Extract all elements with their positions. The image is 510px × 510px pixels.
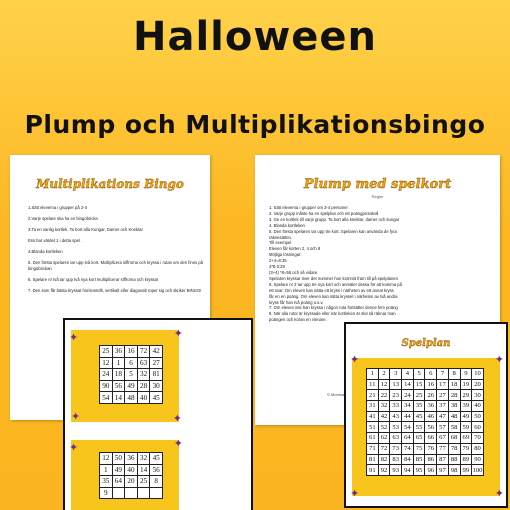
grid-cell: 27 — [150, 357, 163, 369]
grid-cell: 16 — [425, 379, 437, 390]
grid-cell: 24 — [402, 390, 414, 401]
grid-cell: 32 — [378, 401, 390, 412]
grid-cell: 82 — [378, 454, 390, 465]
grid-cell: 75 — [413, 443, 425, 454]
rule-line: 2. Varje grupp måste ha en spelplan och ett poängprotokoll — [269, 210, 379, 216]
spelplan-board — [350, 353, 504, 500]
grid-cell: 74 — [402, 443, 414, 454]
grid-cell: 76 — [425, 443, 437, 454]
grid-cell: 57 — [437, 422, 449, 433]
grid-cell: 49 — [112, 464, 125, 476]
grid-cell: 4 — [402, 369, 414, 380]
grid-cell: 62 — [378, 433, 390, 444]
grid-cell: 14 — [402, 379, 414, 390]
grid-cell: 47 — [437, 411, 449, 422]
grid-row — [100, 476, 163, 488]
grid-cell: 40 — [137, 392, 150, 404]
grid-cell: 30 — [472, 390, 484, 401]
grid-cell: 32 — [137, 453, 150, 465]
grid-cell: 45 — [413, 411, 425, 422]
grid-row — [367, 465, 484, 476]
rule-line: 4. Blanda kortleken — [269, 222, 305, 228]
grid-cell: 17 — [437, 379, 449, 390]
grid-cell: 16 — [125, 346, 138, 358]
grid-cell: 72 — [378, 443, 390, 454]
grid-cell: 51 — [367, 422, 379, 433]
grid-row — [367, 379, 484, 390]
rule-line: (3+4) *8=56 och så vidare — [269, 269, 318, 275]
grid-cell — [137, 487, 150, 499]
bingo-card-1 — [69, 327, 183, 425]
bat-icon: ✦ — [69, 441, 79, 454]
grid-cell: 36 — [425, 401, 437, 412]
plump-sheet-heading: Plump med spelkort — [303, 177, 452, 192]
grid-cell: 33 — [390, 401, 402, 412]
grid-cell: 63 — [137, 357, 150, 369]
grid-cell: 26 — [425, 390, 437, 401]
grid-cell: 94 — [402, 465, 414, 476]
bat-icon: ✦ — [494, 487, 504, 500]
rule-line: Till exempel — [269, 240, 292, 246]
grid-cell: 12 — [100, 357, 113, 369]
plump-rules-list — [269, 205, 494, 323]
bat-icon: ✦ — [350, 487, 360, 500]
bat-icon: ✦ — [173, 437, 183, 450]
grid-cell: 40 — [125, 464, 138, 476]
grid-cell: 34 — [402, 401, 414, 412]
grid-cell: 83 — [390, 454, 402, 465]
grid-cell: 5 — [125, 369, 138, 381]
grid-row — [100, 487, 163, 499]
grid-cell: 24 — [100, 369, 113, 381]
grid-cell: 65 — [413, 433, 425, 444]
rule-line: 4*8-3:29 — [269, 264, 285, 270]
grid-cell: 9 — [460, 369, 472, 380]
grid-cell: 22 — [378, 390, 390, 401]
grid-row — [367, 433, 484, 444]
grid-cell: 36 — [125, 453, 138, 465]
grid-cell: 56 — [112, 380, 125, 392]
grid-cell: 14 — [112, 392, 125, 404]
grid-cell: 63 — [390, 433, 402, 444]
plump-sheet-subheading: Regler — [371, 194, 384, 199]
grid-cell: 1 — [367, 369, 379, 380]
grid-cell: 64 — [112, 476, 125, 488]
rule-line: får en en poäng. Om eleven kan sätta krysset i närheten av två andra — [269, 293, 398, 299]
grid-cell: 6 — [125, 357, 138, 369]
rule-line: räknesätten. — [269, 234, 293, 240]
grid-cell: 73 — [390, 443, 402, 454]
grid-row — [367, 401, 484, 412]
grid-cell: 28 — [137, 380, 150, 392]
grid-cell: 77 — [437, 443, 449, 454]
grid-cell: 29 — [460, 390, 472, 401]
grid-cell: 8 — [448, 369, 460, 380]
grid-cell — [125, 487, 138, 499]
grid-cell: 14 — [137, 464, 150, 476]
rule-line: poängen och koran en vinnare. — [269, 317, 327, 323]
grid-cell: 50 — [112, 453, 125, 465]
grid-row — [367, 443, 484, 454]
bat-icon: ✦ — [173, 327, 183, 340]
grid-cell — [150, 487, 163, 499]
spelplan-sheet — [344, 322, 508, 508]
grid-cell: 8 — [150, 476, 163, 488]
grid-cell: 81 — [150, 369, 163, 381]
grid-cell — [112, 487, 125, 499]
bingo-card-1-grid — [99, 345, 163, 404]
rule-line: Möjliga lösningar: — [269, 252, 302, 258]
grid-row — [100, 357, 163, 369]
grid-cell: 59 — [460, 422, 472, 433]
grid-cell: 19 — [460, 379, 472, 390]
grid-row — [100, 369, 163, 381]
grid-cell: 6 — [425, 369, 437, 380]
grid-cell: 68 — [448, 433, 460, 444]
bingo-sheet-heading: Multiplikations Bingo — [36, 177, 184, 191]
rule-line: 5. Den första spelaren tar upp tre kort. Spelaren kan använda de fyra — [269, 228, 397, 234]
bat-icon: ✦ — [69, 331, 79, 344]
rule-line: 1. Sätt eleverna i grupper om 3-4 personer — [269, 205, 348, 210]
grid-cell: 49 — [125, 380, 138, 392]
bat-icon: ✦ — [494, 353, 504, 366]
rule-line: Ess har värdet 1 i detta spel . — [28, 238, 83, 243]
grid-cell: 49 — [460, 411, 472, 422]
bingo-rules-list — [28, 205, 203, 299]
grid-row — [100, 453, 163, 465]
grid-cell: 80 — [472, 443, 484, 454]
grid-cell: 35 — [100, 476, 113, 488]
grid-cell: 36 — [112, 346, 125, 358]
grid-cell: 81 — [367, 454, 379, 465]
grid-cell: 50 — [472, 411, 484, 422]
rule-line: Spelaren kryssar över det nummer hon kommit fram till på spelplanen — [269, 275, 398, 281]
grid-cell: 53 — [390, 422, 402, 433]
grid-cell: 20 — [125, 476, 138, 488]
grid-cell: 12 — [378, 379, 390, 390]
grid-row — [367, 422, 484, 433]
rule-line: 3. Ge en kortlek till varje grupp. Ta bort alla knektar, damer och kungar — [269, 216, 400, 222]
grid-cell: 54 — [100, 392, 113, 404]
rule-line: 5. Den första spelaren tar upp två kort. Multiplicera siffrorna och kryssa i rutan om den finns på bingobrickan — [28, 260, 203, 271]
grid-cell: 21 — [367, 390, 379, 401]
grid-cell: 69 — [460, 433, 472, 444]
grid-cell: 45 — [150, 392, 163, 404]
grid-cell: 72 — [137, 346, 150, 358]
spelplan-grid — [366, 368, 484, 476]
rule-line: 2.Varje spelare ska ha en bingobricka — [28, 216, 98, 221]
grid-cell: 84 — [402, 454, 414, 465]
rule-line: ett svar. Om eleven kan sätta ett kryss i närheten av ett annat kryss — [269, 287, 394, 293]
grid-cell: 46 — [425, 411, 437, 422]
grid-cell: 39 — [460, 401, 472, 412]
grid-cell: 18 — [448, 379, 460, 390]
rule-line: Eleven får korten 2, 4 och 8 — [269, 246, 321, 252]
grid-cell: 12 — [100, 453, 113, 465]
grid-cell: 28 — [448, 390, 460, 401]
grid-row — [367, 390, 484, 401]
grid-cell: 60 — [472, 422, 484, 433]
grid-cell: 5 — [413, 369, 425, 380]
grid-cell: 40 — [472, 401, 484, 412]
grid-cell: 25 — [413, 390, 425, 401]
grid-cell: 87 — [437, 454, 449, 465]
grid-cell: 3 — [390, 369, 402, 380]
grid-cell: 86 — [425, 454, 437, 465]
grid-cell: 20 — [472, 379, 484, 390]
grid-cell: 96 — [425, 465, 437, 476]
grid-cell: 41 — [367, 411, 379, 422]
grid-cell: 1 — [100, 464, 113, 476]
bat-icon: ✦ — [172, 412, 182, 425]
page-subtitle: Plump och Multiplikationsbingo — [24, 110, 486, 139]
grid-cell: 89 — [460, 454, 472, 465]
grid-cell: 92 — [378, 465, 390, 476]
grid-cell: 48 — [125, 392, 138, 404]
grid-cell: 90 — [472, 454, 484, 465]
grid-cell: 58 — [448, 422, 460, 433]
grid-row — [367, 454, 484, 465]
rule-line: 7. Den som får bästa kryssat horisontellt, vertikalt eller diagonalt roper sig och skriker BINGO! — [28, 288, 202, 293]
grid-cell: 70 — [472, 433, 484, 444]
grid-cell: 25 — [100, 346, 113, 358]
grid-cell: 23 — [390, 390, 402, 401]
bat-icon: ✦ — [350, 353, 360, 366]
spelplan-title: Spelplan — [401, 338, 451, 349]
grid-cell: 48 — [448, 411, 460, 422]
grid-cell: 66 — [425, 433, 437, 444]
grid-cell: 11 — [367, 379, 379, 390]
grid-cell: 42 — [378, 411, 390, 422]
grid-cell: 90 — [100, 380, 113, 392]
grid-cell: 18 — [112, 369, 125, 381]
grid-cell: 32 — [137, 369, 150, 381]
rule-line: 4.Blanda kortleken — [28, 249, 63, 254]
copyright-text: © Monica — [327, 392, 344, 397]
grid-cell: 7 — [437, 369, 449, 380]
grid-cell: 98 — [448, 465, 460, 476]
page-title: Halloween — [132, 14, 378, 60]
grid-cell: 95 — [413, 465, 425, 476]
grid-cell: 52 — [378, 422, 390, 433]
grid-cell: 99 — [460, 465, 472, 476]
grid-cell: 13 — [390, 379, 402, 390]
grid-cell: 10 — [472, 369, 484, 380]
grid-cell: 93 — [390, 465, 402, 476]
grid-cell: 44 — [402, 411, 414, 422]
rule-line: 1.Sätt eleverna i grupper på 2-4 — [28, 205, 87, 210]
grid-cell: 56 — [150, 464, 163, 476]
grid-row — [100, 392, 163, 404]
bingo-card-2-grid — [99, 452, 163, 499]
rule-line: 7. Om eleven inte kan kryssa i någon ruta fortsätter denne fem poäng — [269, 305, 398, 311]
grid-cell: 25 — [137, 476, 150, 488]
rule-line: 8. När alla rutor är kryssade eller när kortleken är slut så räknar man — [269, 311, 396, 317]
grid-cell: 42 — [150, 346, 163, 358]
grid-cell: 55 — [413, 422, 425, 433]
bingo-cards-sheet — [63, 318, 253, 510]
grid-cell: 78 — [448, 443, 460, 454]
grid-cell: 71 — [367, 443, 379, 454]
grid-cell: 37 — [437, 401, 449, 412]
grid-cell: 1 — [112, 357, 125, 369]
grid-row — [100, 380, 163, 392]
grid-cell: 35 — [413, 401, 425, 412]
rule-line: kryss får han två poäng o.s.v. — [269, 299, 324, 305]
grid-cell: 31 — [367, 401, 379, 412]
grid-cell: 61 — [367, 433, 379, 444]
grid-cell: 64 — [402, 433, 414, 444]
rule-line: 3.Ta en vanlig kortlek. Ta bort alla Kungar, Damer och Knektar — [28, 227, 143, 232]
rule-line: 6. Spelare nr två tar upp två nya kort multiplicerar siffrorna och kryssar — [28, 277, 159, 282]
bingo-card-2 — [69, 437, 183, 510]
grid-cell: 43 — [390, 411, 402, 422]
rule-line: 6. Spelare nr 2 tar upp tre nya kort och anmäler dessa för att komma på — [269, 281, 402, 287]
grid-cell: 27 — [437, 390, 449, 401]
grid-cell: 91 — [367, 465, 379, 476]
grid-row — [100, 346, 163, 358]
grid-cell: 54 — [402, 422, 414, 433]
grid-row — [367, 411, 484, 422]
grid-cell: 2 — [378, 369, 390, 380]
grid-cell: 85 — [413, 454, 425, 465]
grid-row — [100, 464, 163, 476]
grid-cell: 45 — [150, 453, 163, 465]
grid-cell: 15 — [413, 379, 425, 390]
grid-cell: 56 — [425, 422, 437, 433]
grid-cell: 9 — [100, 487, 113, 499]
grid-cell: 30 — [150, 380, 163, 392]
grid-cell: 88 — [448, 454, 460, 465]
grid-cell: 100 — [472, 466, 483, 474]
grid-cell: 67 — [437, 433, 449, 444]
grid-cell: 97 — [437, 465, 449, 476]
grid-row — [367, 369, 484, 380]
grid-cell: 79 — [460, 443, 472, 454]
bat-icon: ✦ — [71, 410, 81, 423]
rule-line: 2+4=8:35 — [269, 258, 287, 264]
grid-cell: 38 — [448, 401, 460, 412]
